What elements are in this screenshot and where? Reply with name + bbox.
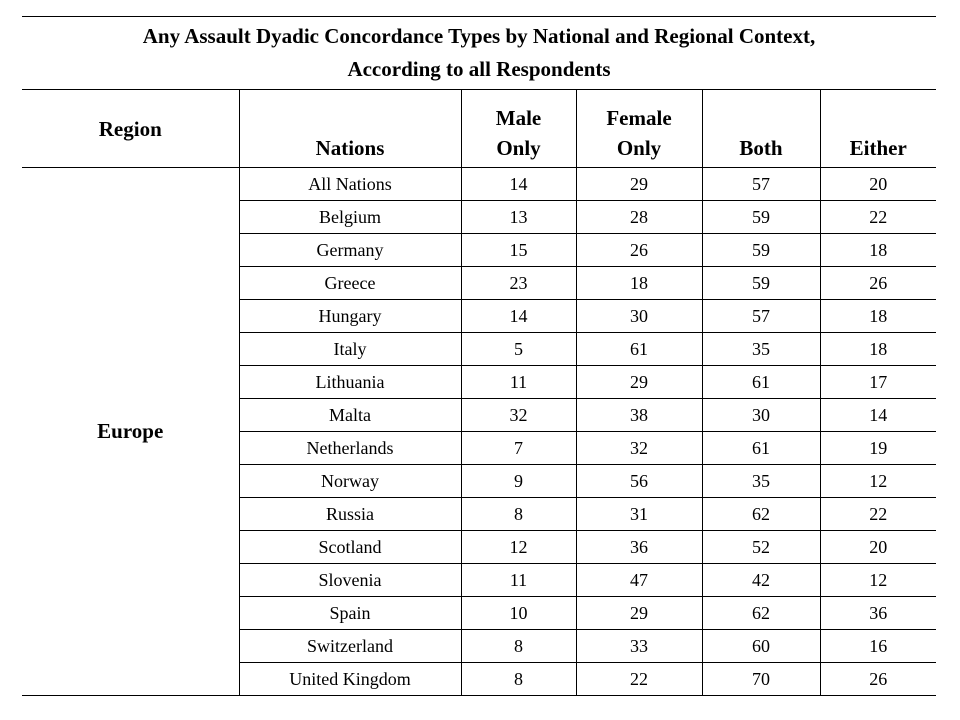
nation-cell: Malta — [239, 399, 461, 432]
both-cell: 35 — [702, 465, 820, 498]
male-only-cell: 11 — [461, 564, 576, 597]
female-only-cell: 31 — [576, 498, 702, 531]
table-title-line-2: According to all Respondents — [347, 57, 611, 81]
header-region: Region — [98, 116, 162, 141]
either-cell: 18 — [820, 234, 936, 267]
header-male-only-line-2: Only — [496, 136, 541, 160]
female-only-cell: 47 — [576, 564, 702, 597]
nation-cell: United Kingdom — [239, 663, 461, 696]
male-only-cell: 23 — [461, 267, 576, 300]
nation-cell: All Nations — [239, 168, 461, 201]
nation-cell: Hungary — [239, 300, 461, 333]
female-only-cell: 26 — [576, 234, 702, 267]
female-only-cell: 33 — [576, 630, 702, 663]
table-container — [22, 16, 936, 696]
nation-cell: Netherlands — [239, 432, 461, 465]
concordance-table — [22, 90, 936, 696]
header-female-only-line-2: Only — [616, 136, 662, 160]
either-cell: 16 — [820, 630, 936, 663]
male-only-cell: 15 — [461, 234, 576, 267]
male-only-cell: 11 — [461, 366, 576, 399]
both-cell: 57 — [702, 168, 820, 201]
both-cell: 35 — [702, 333, 820, 366]
either-cell: 12 — [820, 564, 936, 597]
either-cell: 18 — [820, 300, 936, 333]
both-cell: 61 — [702, 432, 820, 465]
header-female-only-line-1: Female — [606, 106, 672, 130]
male-only-cell: 13 — [461, 201, 576, 234]
female-only-cell: 29 — [576, 597, 702, 630]
female-only-cell: 29 — [576, 168, 702, 201]
either-cell: 26 — [820, 663, 936, 696]
female-only-cell: 32 — [576, 432, 702, 465]
header-male-only — [461, 90, 576, 168]
male-only-cell: 8 — [461, 663, 576, 696]
nation-cell: Slovenia — [239, 564, 461, 597]
header-nations: Nations — [239, 90, 461, 168]
female-only-cell: 22 — [576, 663, 702, 696]
male-only-cell: 8 — [461, 630, 576, 663]
either-cell: 36 — [820, 597, 936, 630]
either-cell: 18 — [820, 333, 936, 366]
male-only-cell: 8 — [461, 498, 576, 531]
header-either: Either — [820, 90, 936, 168]
nation-cell: Norway — [239, 465, 461, 498]
either-cell: 17 — [820, 366, 936, 399]
either-cell: 14 — [820, 399, 936, 432]
nation-cell: Germany — [239, 234, 461, 267]
both-cell: 61 — [702, 366, 820, 399]
male-only-cell: 10 — [461, 597, 576, 630]
female-only-cell: 28 — [576, 201, 702, 234]
female-only-cell: 36 — [576, 531, 702, 564]
both-cell: 62 — [702, 498, 820, 531]
nation-cell: Russia — [239, 498, 461, 531]
female-only-cell: 61 — [576, 333, 702, 366]
male-only-cell: 32 — [461, 399, 576, 432]
nation-cell: Belgium — [239, 201, 461, 234]
both-cell: 30 — [702, 399, 820, 432]
male-only-cell: 5 — [461, 333, 576, 366]
either-cell: 22 — [820, 498, 936, 531]
male-only-cell: 12 — [461, 531, 576, 564]
female-only-cell: 30 — [576, 300, 702, 333]
either-cell: 22 — [820, 201, 936, 234]
female-only-cell: 29 — [576, 366, 702, 399]
nation-cell: Spain — [239, 597, 461, 630]
table-title-line-1: Any Assault Dyadic Concordance Types by National and Regional Context, — [142, 24, 816, 48]
header-male-only-line-1: Male — [495, 106, 542, 130]
header-female-only — [576, 90, 702, 168]
both-cell: 59 — [702, 234, 820, 267]
either-cell: 20 — [820, 531, 936, 564]
male-only-cell: 7 — [461, 432, 576, 465]
table-title — [22, 16, 936, 90]
both-cell: 59 — [702, 267, 820, 300]
nation-cell: Lithuania — [239, 366, 461, 399]
both-cell: 70 — [702, 663, 820, 696]
nation-cell: Scotland — [239, 531, 461, 564]
nation-cell: Switzerland — [239, 630, 461, 663]
male-only-cell: 14 — [461, 168, 576, 201]
female-only-cell: 18 — [576, 267, 702, 300]
both-cell: 42 — [702, 564, 820, 597]
header-both: Both — [702, 90, 820, 168]
male-only-cell: 14 — [461, 300, 576, 333]
female-only-cell: 56 — [576, 465, 702, 498]
either-cell: 26 — [820, 267, 936, 300]
header-row — [22, 90, 936, 168]
nation-cell: Greece — [239, 267, 461, 300]
either-cell: 12 — [820, 465, 936, 498]
both-cell: 59 — [702, 201, 820, 234]
either-cell: 19 — [820, 432, 936, 465]
both-cell: 60 — [702, 630, 820, 663]
region-cell: Europe — [22, 168, 239, 696]
female-only-cell: 38 — [576, 399, 702, 432]
table-body — [22, 168, 936, 696]
male-only-cell: 9 — [461, 465, 576, 498]
both-cell: 57 — [702, 300, 820, 333]
both-cell: 62 — [702, 597, 820, 630]
table-row — [22, 168, 936, 201]
nation-cell: Italy — [239, 333, 461, 366]
both-cell: 52 — [702, 531, 820, 564]
either-cell: 20 — [820, 168, 936, 201]
